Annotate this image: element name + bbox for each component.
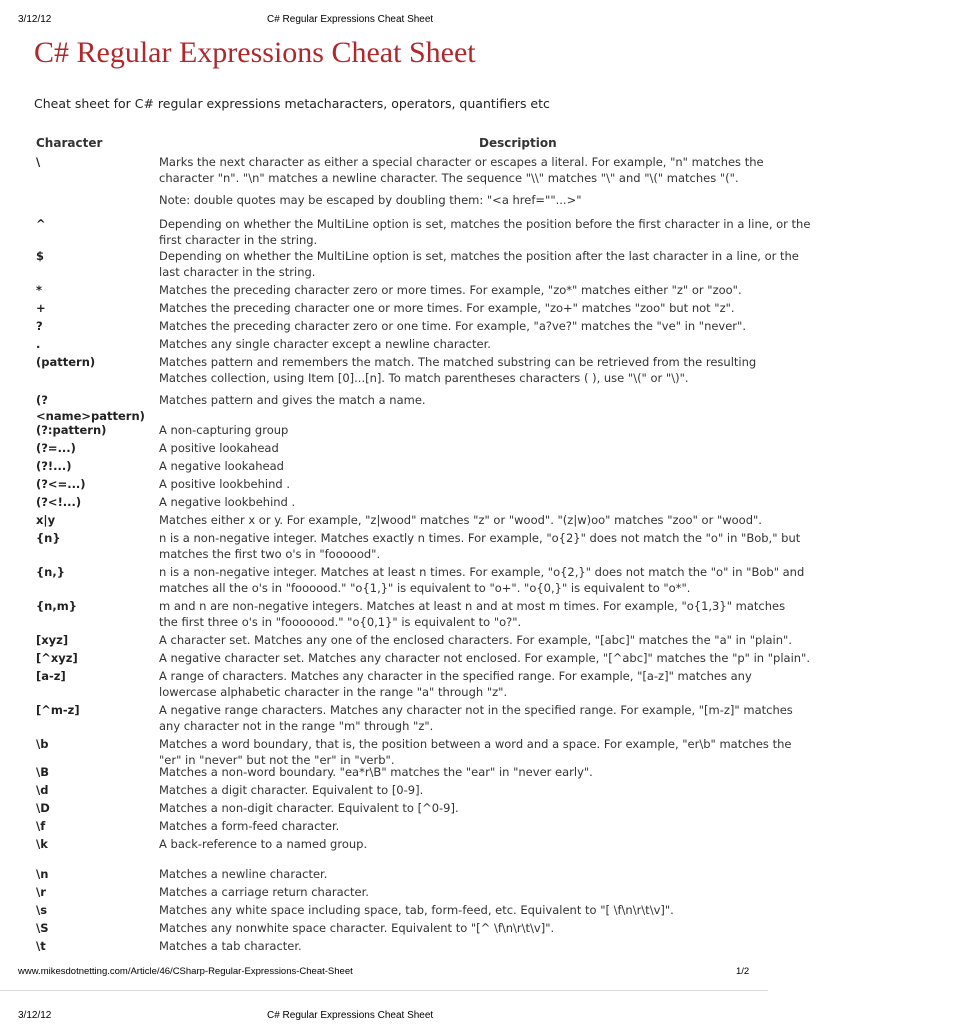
- description-line: A negative lookbehind .: [159, 495, 296, 509]
- row-character: [36, 702, 156, 718]
- row-character: [36, 866, 156, 882]
- description-line: matches all the o's in "foooood." "o{1,}" is equivalent to "o+". "o{0,}" is equivalent to "o*".: [159, 581, 691, 595]
- description-line: A negative range characters. Matches any character not in the specified range. For example, "[m-z]" matches: [159, 703, 793, 717]
- row-description: [159, 476, 959, 492]
- description-line: Matches pattern and gives the match a name.: [159, 393, 426, 407]
- character-line: {n,}: [36, 565, 65, 579]
- row-character: [36, 668, 156, 684]
- row-character: [36, 650, 156, 666]
- row-character: [36, 938, 156, 954]
- character-line: \D: [36, 801, 50, 815]
- character-line: (pattern): [36, 355, 96, 369]
- row-description: [159, 248, 959, 280]
- character-line: (?=...): [36, 441, 76, 455]
- row-description: [159, 422, 959, 438]
- description-line: Matches a form-feed character.: [159, 819, 340, 833]
- character-line: \r: [36, 885, 46, 899]
- row-description: [159, 668, 959, 700]
- row-character: [36, 318, 156, 334]
- row-description: [159, 440, 959, 456]
- row-description: [159, 938, 959, 954]
- description-line: Matches pattern and remembers the match. The matched substring can be retrieved from the resulting: [159, 355, 757, 369]
- row-description: [159, 818, 959, 834]
- description-line: matches the first two o's in "foooood".: [159, 547, 381, 561]
- description-line: "er" in "never" but not the "er" in "verb".: [159, 753, 395, 767]
- row-character: [36, 154, 156, 170]
- print-date: 3/12/12: [18, 14, 52, 25]
- description-line: A character set. Matches any one of the enclosed characters. For example, "[abc]" matches the "a" in "plain".: [159, 633, 792, 647]
- description-line: A positive lookahead: [159, 441, 279, 455]
- character-line: {n,m}: [36, 599, 77, 613]
- character-line: [^m-z]: [36, 703, 80, 717]
- row-description: [159, 530, 959, 562]
- description-line: A back-reference to a named group.: [159, 837, 368, 851]
- row-character: [36, 902, 156, 918]
- character-line: \S: [36, 921, 49, 935]
- page-divider: [0, 990, 768, 991]
- description-line: Matches a word boundary, that is, the position between a word and a space. For example, "er\b" matches the: [159, 737, 792, 751]
- row-character: [36, 818, 156, 834]
- character-line: \f: [36, 819, 46, 833]
- character-line: [^xyz]: [36, 651, 78, 665]
- character-line: ^: [36, 217, 46, 231]
- character-line: (?:pattern): [36, 423, 107, 437]
- row-character: [36, 300, 156, 316]
- row-description: [159, 866, 959, 882]
- row-description: [159, 458, 959, 474]
- description-line: Matches a tab character.: [159, 939, 302, 953]
- row-character: [36, 598, 156, 614]
- row-character: [36, 494, 156, 510]
- character-line: (?: [36, 393, 48, 407]
- row-character: [36, 512, 156, 528]
- row-description: [159, 336, 959, 352]
- character-line: [xyz]: [36, 633, 69, 647]
- row-character: [36, 530, 156, 546]
- row-description: [159, 764, 959, 780]
- column-header-description: Description: [479, 136, 557, 150]
- row-description: [159, 902, 959, 918]
- description-line: Matches a carriage return character.: [159, 885, 369, 899]
- row-description: [159, 354, 959, 386]
- character-line: [a-z]: [36, 669, 66, 683]
- description-line: Matches any nonwhite space character. Equivalent to "[^ \f\n\r\t\v]".: [159, 921, 555, 935]
- description-line: Matches any single character except a newline character.: [159, 337, 491, 351]
- row-description: [159, 512, 959, 528]
- character-line: $: [36, 249, 45, 263]
- row-description: [159, 782, 959, 798]
- row-character: [36, 800, 156, 816]
- row-description: [159, 494, 959, 510]
- row-character: [36, 836, 156, 852]
- next-page-title: C# Regular Expressions Cheat Sheet: [267, 1010, 434, 1021]
- character-line: {n}: [36, 531, 61, 545]
- row-description: [159, 800, 959, 816]
- row-character: [36, 632, 156, 648]
- character-line: .: [36, 337, 41, 351]
- character-line: *: [36, 283, 43, 297]
- row-character: [36, 884, 156, 900]
- description-line: character "n". "\n" matches a newline character. The sequence "\\" matches "\" and "\(" matches "(".: [159, 171, 739, 185]
- description-line: lowercase alphabetic character in the range "a" through "z".: [159, 685, 508, 699]
- row-description: [159, 884, 959, 900]
- description-line: A positive lookbehind .: [159, 477, 290, 491]
- footer-page-number: 1/2: [736, 966, 750, 977]
- character-line: x|y: [36, 513, 56, 527]
- row-description: [159, 154, 959, 208]
- print-title: C# Regular Expressions Cheat Sheet: [267, 14, 434, 25]
- description-line: m and n are non-negative integers. Matches at least n and at most m times. For example, "o{1,3}" matches: [159, 599, 786, 613]
- character-line: (?<!...): [36, 495, 82, 509]
- description-line: Depending on whether the MultiLine option is set, matches the position after the last character in a line, or the: [159, 249, 799, 263]
- row-character: [36, 392, 156, 424]
- row-description: [159, 702, 959, 734]
- row-description: [159, 836, 959, 852]
- row-description: [159, 598, 959, 630]
- character-line: \k: [36, 837, 48, 851]
- description-note: Note: double quotes may be escaped by doubling them: "<a href=""...>": [159, 193, 582, 207]
- next-page-date: 3/12/12: [18, 1010, 52, 1021]
- row-character: [36, 336, 156, 352]
- row-character: [36, 736, 156, 752]
- character-line: \t: [36, 939, 46, 953]
- character-line: ?: [36, 319, 43, 333]
- description-line: Matches the preceding character one or more times. For example, "zo+" matches "zoo" but not "z".: [159, 301, 735, 315]
- character-line: <name>pattern): [36, 409, 145, 423]
- row-character: [36, 216, 156, 232]
- description-line: Matches a non-digit character. Equivalent to [^0-9].: [159, 801, 459, 815]
- character-line: (?!...): [36, 459, 72, 473]
- row-character: [36, 440, 156, 456]
- character-line: \n: [36, 867, 49, 881]
- character-line: \: [36, 155, 41, 169]
- row-character: [36, 920, 156, 936]
- description-line: Matches any white space including space, tab, form-feed, etc. Equivalent to "[ \f\n\r\t\v]".: [159, 903, 674, 917]
- row-description: [159, 300, 959, 316]
- description-line: Matches the preceding character zero or more times. For example, "zo*" matches either "z" or "zoo".: [159, 283, 742, 297]
- description-line: any character not in the range "m" through "z".: [159, 719, 434, 733]
- row-description: [159, 632, 959, 648]
- description-line: n is a non-negative integer. Matches exactly n times. For example, "o{2}" does not match the "o" in "Bob," but: [159, 531, 801, 545]
- description-line: Depending on whether the MultiLine option is set, matches the position before the first character in a line, or the: [159, 217, 811, 231]
- description-line: A range of characters. Matches any character in the specified range. For example, "[a-z]" matches any: [159, 669, 752, 683]
- character-line: (?<=...): [36, 477, 86, 491]
- page-title: C# Regular Expressions Cheat Sheet: [34, 36, 476, 69]
- description-line: Matches either x or y. For example, "z|wood" matches "z" or "wood". "(z|w)oo" matches "zoo" or "wood".: [159, 513, 762, 527]
- row-description: [159, 564, 959, 596]
- description-line: last character in the string.: [159, 265, 316, 279]
- description-line: n is a non-negative integer. Matches at least n times. For example, "o{2,}" does not match the "o" in "Bob" and: [159, 565, 805, 579]
- page-subtitle: Cheat sheet for C# regular expressions metacharacters, operators, quantifiers etc: [34, 96, 550, 111]
- row-character: [36, 458, 156, 474]
- description-line: Matches a non-word boundary. "ea*r\B" matches the "ear" in "never early".: [159, 765, 593, 779]
- row-description: [159, 650, 959, 666]
- row-character: [36, 422, 156, 438]
- row-character: [36, 782, 156, 798]
- description-line: A negative lookahead: [159, 459, 284, 473]
- description-line: Marks the next character as either a special character or escapes a literal. For example, "n" matches the: [159, 155, 764, 169]
- description-line: Matches the preceding character zero or one time. For example, "a?ve?" matches the "ve" in "never".: [159, 319, 746, 333]
- description-line: first character in the string.: [159, 233, 318, 247]
- description-line: the first three o's in "fooooood." "o{0,1}" is equivalent to "o?".: [159, 615, 522, 629]
- description-line: Matches collection, using Item [0]...[n]. To match parentheses characters ( ), use "\(" or "\)".: [159, 371, 689, 385]
- character-line: \d: [36, 783, 49, 797]
- row-character: [36, 764, 156, 780]
- character-line: \B: [36, 765, 49, 779]
- row-character: [36, 248, 156, 264]
- footer-url: www.mikesdotnetting.com/Article/46/CSharp-Regular-Expressions-Cheat-Sheet: [18, 966, 353, 977]
- cheat-sheet-table: [0, 150, 811, 960]
- row-description: [159, 318, 959, 334]
- column-header-character: Character: [36, 136, 103, 150]
- row-description: [159, 216, 959, 248]
- row-description: [159, 392, 959, 408]
- row-character: [36, 354, 156, 370]
- character-line: +: [36, 301, 46, 315]
- description-line: Matches a digit character. Equivalent to [0-9].: [159, 783, 424, 797]
- row-description: [159, 282, 959, 298]
- row-character: [36, 282, 156, 298]
- description-line: A negative character set. Matches any character not enclosed. For example, "[^abc]" matches the "p" in "plain".: [159, 651, 811, 665]
- description-line: Matches a newline character.: [159, 867, 328, 881]
- description-line: A non-capturing group: [159, 423, 289, 437]
- row-description: [159, 920, 959, 936]
- row-character: [36, 564, 156, 580]
- row-character: [36, 476, 156, 492]
- character-line: \b: [36, 737, 49, 751]
- character-line: \s: [36, 903, 48, 917]
